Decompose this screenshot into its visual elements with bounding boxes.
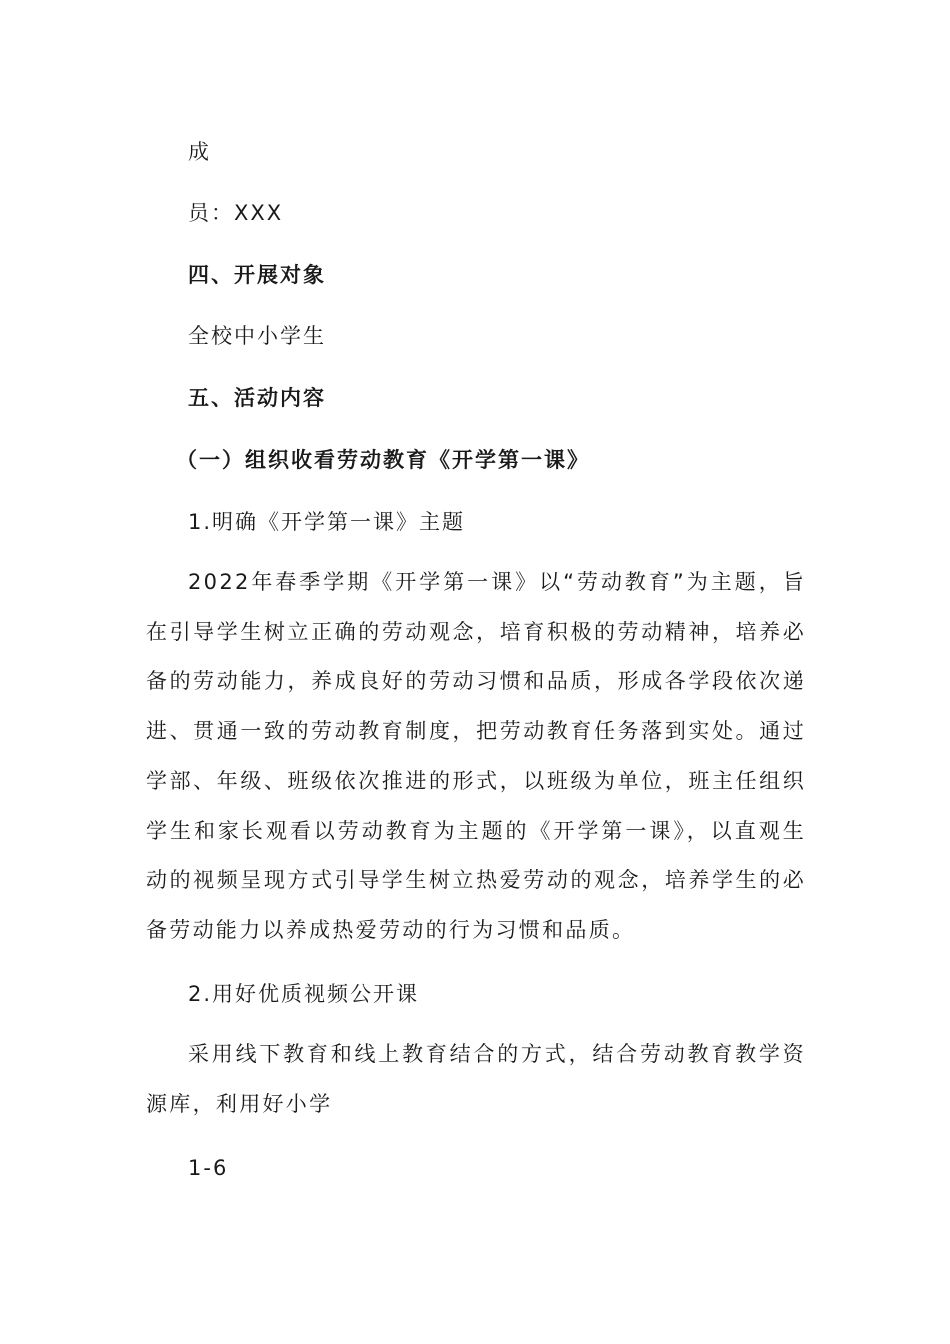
item-heading-1: 1.明确《开学第一课》主题 bbox=[188, 510, 466, 534]
member-label-fragment: 成 bbox=[188, 140, 211, 164]
item-heading-2: 2.用好优质视频公开课 bbox=[188, 982, 420, 1006]
section-heading-4: 四、开展对象 bbox=[188, 263, 326, 287]
paragraph-2: 采用线下教育和线上教育结合的方式，结合劳动教育教学资源库，利用好小学 bbox=[146, 1042, 806, 1116]
subsection-heading-1: （一）组织收看劳动教育《开学第一课》 bbox=[176, 448, 590, 472]
section-heading-5: 五、活动内容 bbox=[188, 386, 326, 410]
member-line: 员：XXX bbox=[188, 201, 284, 225]
paragraph-1: 2022年春季学期《开学第一课》以“劳动教育”为主题，旨在引导学生树立正确的劳动观念，培育积极的劳动精神，培养必备的劳动能力，养成良好的劳动习惯和品质，形成各学段依次递进、贯通一致的劳动教育制度，把劳动教育任务落到实处。通过学部、年级、班级依次推进的形式，以班级为单位，班主任组织学生和家长观看以劳动教育为主题的《开学第一课》，以直观生动的视频呈现方式引导学生树立热爱劳动的观念，培养学生的必备劳动能力以养成热爱劳动的行为习惯和品质。 bbox=[146, 570, 806, 942]
grade-range: 1-6 bbox=[188, 1156, 229, 1180]
target-audience: 全校中小学生 bbox=[188, 324, 326, 348]
